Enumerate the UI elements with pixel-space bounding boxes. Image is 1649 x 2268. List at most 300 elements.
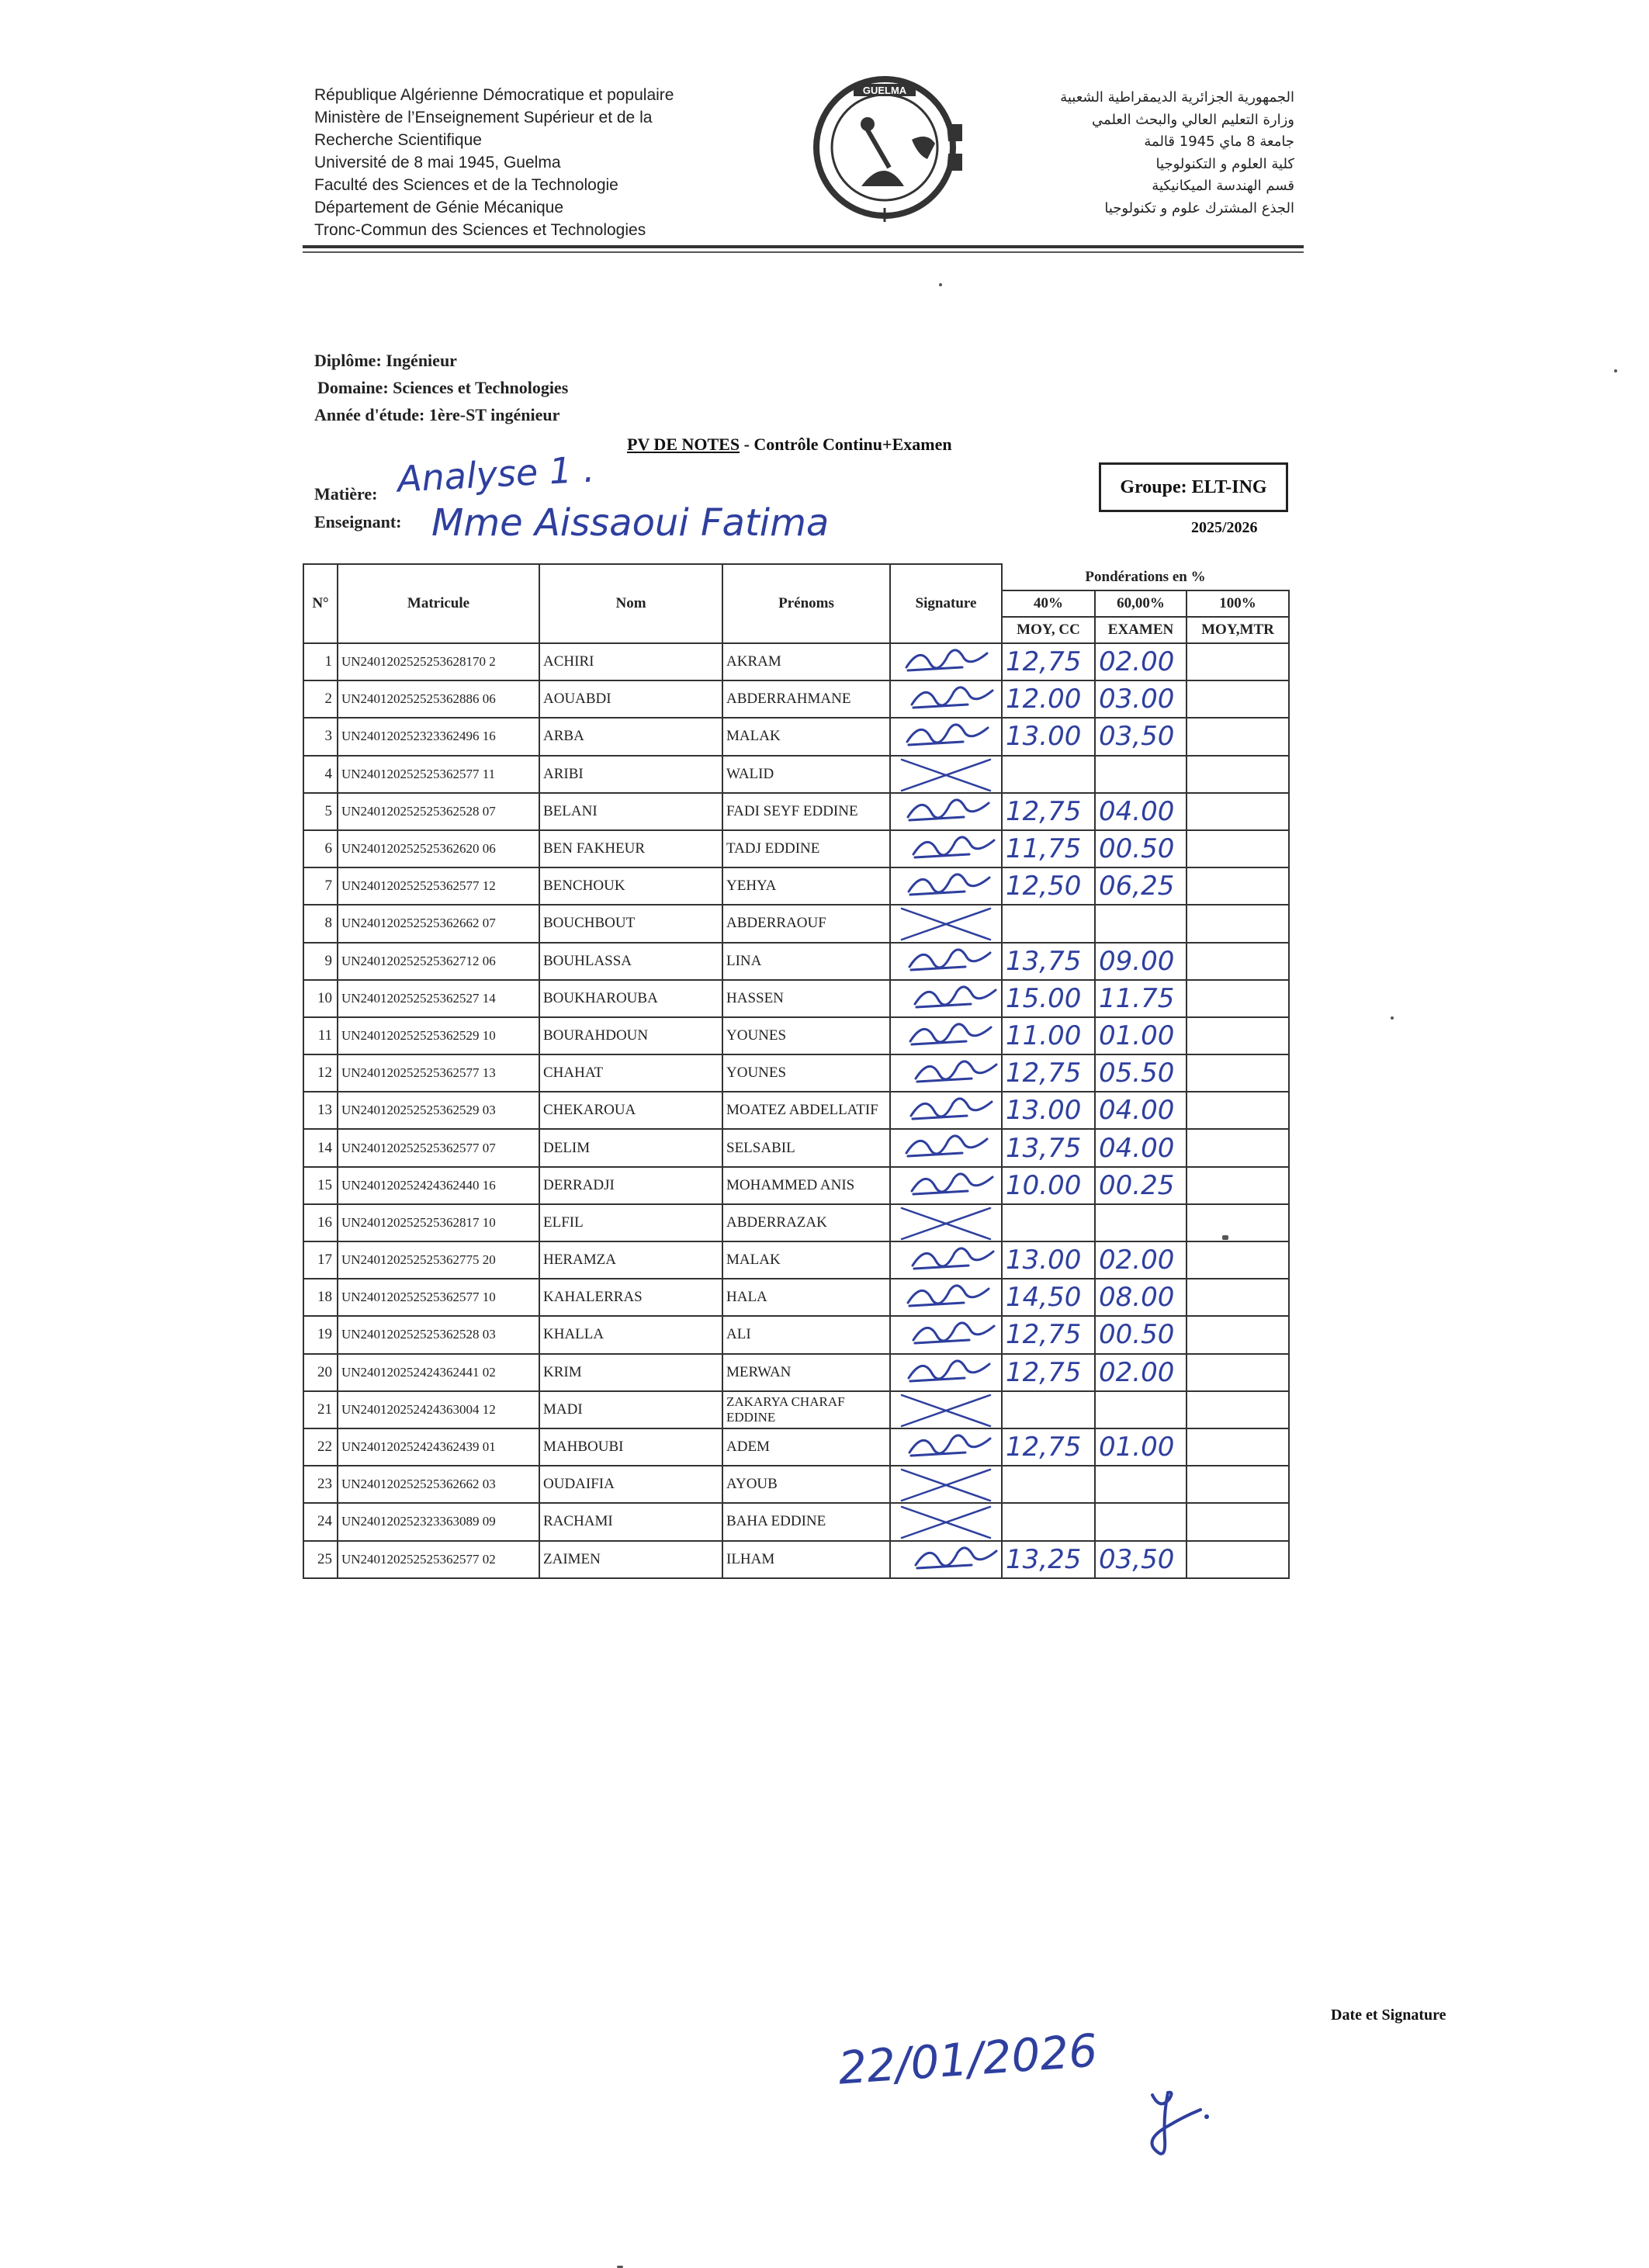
row-signature bbox=[890, 1466, 1002, 1503]
table-row bbox=[303, 793, 1289, 830]
row-signature bbox=[890, 1541, 1002, 1578]
row-signature bbox=[890, 1354, 1002, 1391]
row-prenom: ZAKARYA CHARAF EDDINE bbox=[722, 1391, 890, 1428]
row-matricule: UN2401202525253628170 2 bbox=[338, 643, 539, 680]
row-moy-cc: 12.00 bbox=[1002, 680, 1095, 718]
row-signature bbox=[890, 1241, 1002, 1279]
table-row bbox=[303, 905, 1289, 942]
table-row bbox=[303, 1541, 1289, 1578]
row-moy-mtr bbox=[1187, 1092, 1289, 1129]
row-number: 9 bbox=[303, 943, 338, 980]
row-signature bbox=[890, 830, 1002, 867]
scan-speck bbox=[1222, 1235, 1228, 1240]
row-moy-cc: 13.00 bbox=[1002, 1092, 1095, 1129]
row-matricule: UN240120252525362620 06 bbox=[338, 830, 539, 867]
table-row bbox=[303, 1017, 1289, 1054]
signature-scribble bbox=[891, 1055, 1002, 1092]
row-moy-mtr bbox=[1187, 943, 1289, 980]
signature-scribble bbox=[891, 1279, 1002, 1316]
row-examen: 04.00 bbox=[1095, 793, 1187, 830]
col-header-weight-cc: 40% bbox=[1002, 590, 1095, 617]
row-prenom: ALI bbox=[722, 1316, 890, 1353]
row-examen: 02.00 bbox=[1095, 1354, 1187, 1391]
matiere-label: Matière: bbox=[314, 484, 378, 504]
row-moy-cc: 10.00 bbox=[1002, 1167, 1095, 1204]
row-nom: BELANI bbox=[539, 793, 722, 830]
col-header-signature: Signature bbox=[890, 564, 1002, 643]
col-header-num: N° bbox=[303, 564, 338, 643]
row-signature bbox=[890, 718, 1002, 755]
signature-scribble bbox=[891, 868, 1002, 905]
row-moy-cc: 12,75 bbox=[1002, 1354, 1095, 1391]
signature-scribble bbox=[891, 1542, 1002, 1578]
row-moy-cc: 13,75 bbox=[1002, 943, 1095, 980]
row-examen bbox=[1095, 1204, 1187, 1241]
row-number: 16 bbox=[303, 1204, 338, 1241]
row-matricule: UN240120252525362527 14 bbox=[338, 980, 539, 1017]
row-nom: HERAMZA bbox=[539, 1241, 722, 1279]
table-row bbox=[303, 980, 1289, 1017]
row-prenom: MALAK bbox=[722, 718, 890, 755]
row-moy-mtr bbox=[1187, 867, 1289, 905]
diplome: Diplôme: Ingénieur bbox=[314, 351, 457, 370]
row-matricule: UN240120252525362528 03 bbox=[338, 1316, 539, 1353]
annee-etude: Année d'étude: 1ère-ST ingénieur bbox=[314, 405, 560, 424]
row-signature bbox=[890, 680, 1002, 718]
row-prenom: AYOUB bbox=[722, 1466, 890, 1503]
row-signature bbox=[890, 1391, 1002, 1428]
col-header-weight-total: 100% bbox=[1187, 590, 1289, 617]
row-nom: MADI bbox=[539, 1391, 722, 1428]
row-examen: 04.00 bbox=[1095, 1129, 1187, 1166]
header-rule bbox=[303, 245, 1304, 248]
col-header-moy-mtr: MOY,MTR bbox=[1187, 617, 1289, 643]
row-moy-mtr bbox=[1187, 643, 1289, 680]
row-moy-cc bbox=[1002, 756, 1095, 793]
row-signature bbox=[890, 756, 1002, 793]
row-nom: CHEKAROUA bbox=[539, 1092, 722, 1129]
row-examen: 06,25 bbox=[1095, 867, 1187, 905]
row-signature bbox=[890, 1092, 1002, 1129]
signature-scribble bbox=[891, 794, 1002, 830]
row-prenom: MOHAMMED ANIS bbox=[722, 1167, 890, 1204]
row-examen: 11.75 bbox=[1095, 980, 1187, 1017]
row-examen bbox=[1095, 905, 1187, 942]
signature-scribble bbox=[891, 1018, 1002, 1054]
row-moy-cc bbox=[1002, 1503, 1095, 1540]
table-row bbox=[303, 756, 1289, 793]
row-matricule: UN240120252424362440 16 bbox=[338, 1167, 539, 1204]
row-nom: MAHBOUBI bbox=[539, 1428, 722, 1466]
header-line-ar: جامعة 8 ماي 1945 قالمة bbox=[1144, 133, 1294, 150]
table-row bbox=[303, 1316, 1289, 1353]
signature-scribble bbox=[891, 718, 1002, 755]
pv-title-sub: - Contrôle Continu+Examen bbox=[740, 435, 952, 454]
table-row bbox=[303, 680, 1289, 718]
table-row bbox=[303, 1204, 1289, 1241]
row-number: 17 bbox=[303, 1241, 338, 1279]
row-moy-mtr bbox=[1187, 1316, 1289, 1353]
signature-scribble bbox=[891, 681, 1002, 718]
row-prenom: FADI SEYF EDDINE bbox=[722, 793, 890, 830]
table-row bbox=[303, 1279, 1289, 1316]
row-moy-mtr bbox=[1187, 718, 1289, 755]
row-signature bbox=[890, 1503, 1002, 1540]
row-nom: RACHAMI bbox=[539, 1503, 722, 1540]
row-moy-mtr bbox=[1187, 756, 1289, 793]
row-examen bbox=[1095, 1503, 1187, 1540]
col-header-examen: EXAMEN bbox=[1095, 617, 1187, 643]
row-number: 8 bbox=[303, 905, 338, 942]
row-examen: 05.50 bbox=[1095, 1054, 1187, 1092]
row-matricule: UN240120252525362775 20 bbox=[338, 1241, 539, 1279]
col-header-weight-exam: 60,00% bbox=[1095, 590, 1187, 617]
row-prenom: HASSEN bbox=[722, 980, 890, 1017]
row-signature bbox=[890, 793, 1002, 830]
row-moy-mtr bbox=[1187, 1541, 1289, 1578]
row-moy-mtr bbox=[1187, 1279, 1289, 1316]
signature-scribble bbox=[891, 1130, 1002, 1166]
academic-year: 2025/2026 bbox=[1191, 519, 1258, 536]
row-moy-cc: 14,50 bbox=[1002, 1279, 1095, 1316]
header-line: Département de Génie Mécanique bbox=[314, 199, 564, 216]
row-matricule: UN240120252424362441 02 bbox=[338, 1354, 539, 1391]
pv-title-main: PV DE NOTES bbox=[627, 435, 740, 454]
table-row bbox=[303, 1167, 1289, 1204]
row-number: 21 bbox=[303, 1391, 338, 1428]
header-line-ar: وزارة التعليم العالي والبحث العلمي bbox=[1092, 111, 1294, 128]
row-number: 11 bbox=[303, 1017, 338, 1054]
row-examen: 03.00 bbox=[1095, 680, 1187, 718]
row-matricule: UN240120252525362886 06 bbox=[338, 680, 539, 718]
date-signature-label: Date et Signature bbox=[1331, 2007, 1446, 2024]
row-moy-mtr bbox=[1187, 1204, 1289, 1241]
row-nom: KRIM bbox=[539, 1354, 722, 1391]
row-examen: 00.50 bbox=[1095, 830, 1187, 867]
university-seal-icon bbox=[807, 70, 970, 225]
signature-scribble bbox=[891, 1168, 1002, 1204]
row-moy-mtr bbox=[1187, 793, 1289, 830]
row-nom: KAHALERRAS bbox=[539, 1279, 722, 1316]
row-prenom: BAHA EDDINE bbox=[722, 1503, 890, 1540]
row-number: 7 bbox=[303, 867, 338, 905]
row-moy-cc: 12,75 bbox=[1002, 1428, 1095, 1466]
row-nom: OUDAIFIA bbox=[539, 1466, 722, 1503]
row-examen: 08.00 bbox=[1095, 1279, 1187, 1316]
row-signature bbox=[890, 1054, 1002, 1092]
row-moy-mtr bbox=[1187, 830, 1289, 867]
row-number: 23 bbox=[303, 1466, 338, 1503]
row-examen bbox=[1095, 1466, 1187, 1503]
table-row bbox=[303, 1428, 1289, 1466]
row-prenom: YEHYA bbox=[722, 867, 890, 905]
row-examen: 02.00 bbox=[1095, 1241, 1187, 1279]
row-number: 19 bbox=[303, 1316, 338, 1353]
row-moy-mtr bbox=[1187, 1017, 1289, 1054]
row-examen: 04.00 bbox=[1095, 1092, 1187, 1129]
row-nom: ARIBI bbox=[539, 756, 722, 793]
row-moy-cc: 12,50 bbox=[1002, 867, 1095, 905]
scan-speck bbox=[939, 283, 942, 286]
table-row bbox=[303, 1092, 1289, 1129]
header-line-ar: الجذع المشترك علوم و تكنولوجيا bbox=[1104, 199, 1294, 216]
row-nom: ZAIMEN bbox=[539, 1541, 722, 1578]
row-prenom: LINA bbox=[722, 943, 890, 980]
enseignant-value: Mme Aissaoui Fatima bbox=[431, 501, 830, 545]
table-row bbox=[303, 1466, 1289, 1503]
table-row bbox=[303, 1054, 1289, 1092]
row-matricule: UN240120252525362577 10 bbox=[338, 1279, 539, 1316]
row-moy-mtr bbox=[1187, 1129, 1289, 1166]
header-rule-thin bbox=[303, 251, 1304, 253]
signature-scribble bbox=[891, 831, 1002, 867]
row-examen: 00.50 bbox=[1095, 1316, 1187, 1353]
row-number: 1 bbox=[303, 643, 338, 680]
row-prenom: SELSABIL bbox=[722, 1129, 890, 1166]
signature-scribble bbox=[891, 1429, 1002, 1466]
row-examen bbox=[1095, 756, 1187, 793]
signature-scribble bbox=[891, 981, 1002, 1017]
table-row bbox=[303, 1354, 1289, 1391]
row-examen: 01.00 bbox=[1095, 1428, 1187, 1466]
row-number: 3 bbox=[303, 718, 338, 755]
row-signature bbox=[890, 867, 1002, 905]
row-signature bbox=[890, 1204, 1002, 1241]
row-matricule: UN240120252525362529 03 bbox=[338, 1092, 539, 1129]
row-matricule: UN240120252525362712 06 bbox=[338, 943, 539, 980]
absent-cross-mark bbox=[891, 757, 1002, 793]
row-moy-mtr bbox=[1187, 1391, 1289, 1428]
row-number: 20 bbox=[303, 1354, 338, 1391]
row-signature bbox=[890, 1017, 1002, 1054]
row-matricule: UN240120252525362817 10 bbox=[338, 1204, 539, 1241]
row-number: 25 bbox=[303, 1541, 338, 1578]
row-matricule: UN240120252424362439 01 bbox=[338, 1428, 539, 1466]
scan-speck bbox=[1614, 369, 1617, 372]
col-header-nom: Nom bbox=[539, 564, 722, 643]
row-moy-cc bbox=[1002, 1391, 1095, 1428]
row-number: 24 bbox=[303, 1503, 338, 1540]
row-matricule: UN240120252323362496 16 bbox=[338, 718, 539, 755]
row-examen: 09.00 bbox=[1095, 943, 1187, 980]
row-moy-cc bbox=[1002, 1466, 1095, 1503]
row-examen bbox=[1095, 1391, 1187, 1428]
table-row bbox=[303, 643, 1289, 680]
header-arabic-block bbox=[1040, 87, 1294, 220]
row-number: 5 bbox=[303, 793, 338, 830]
row-moy-cc: 15.00 bbox=[1002, 980, 1095, 1017]
group-box: Groupe: ELT-ING bbox=[1099, 462, 1288, 512]
col-header-matricule: Matricule bbox=[338, 564, 539, 643]
row-moy-mtr bbox=[1187, 1354, 1289, 1391]
row-matricule: UN240120252525362529 10 bbox=[338, 1017, 539, 1054]
absent-cross-mark bbox=[891, 905, 1002, 942]
row-moy-cc: 12,75 bbox=[1002, 793, 1095, 830]
grades-table-body bbox=[303, 643, 1289, 1578]
row-matricule: UN240120252525362662 03 bbox=[338, 1466, 539, 1503]
row-prenom: ABDERRAHMANE bbox=[722, 680, 890, 718]
logo-text: GUELMA bbox=[862, 85, 907, 96]
col-header-ponderations: Pondérations en % bbox=[1002, 564, 1289, 590]
row-nom: DERRADJI bbox=[539, 1167, 722, 1204]
row-number: 13 bbox=[303, 1092, 338, 1129]
row-moy-mtr bbox=[1187, 905, 1289, 942]
row-prenom: TADJ EDDINE bbox=[722, 830, 890, 867]
row-prenom: AKRAM bbox=[722, 643, 890, 680]
matiere-value: Analyse 1 . bbox=[396, 448, 596, 500]
row-signature bbox=[890, 1129, 1002, 1166]
row-nom: BENCHOUK bbox=[539, 867, 722, 905]
row-prenom: ABDERRAZAK bbox=[722, 1204, 890, 1241]
grades-table bbox=[303, 563, 1290, 1579]
row-moy-cc: 11.00 bbox=[1002, 1017, 1095, 1054]
row-nom: BOURAHDOUN bbox=[539, 1017, 722, 1054]
row-matricule: UN240120252525362577 02 bbox=[338, 1541, 539, 1578]
row-matricule: UN240120252525362577 07 bbox=[338, 1129, 539, 1166]
header-line: Tronc-Commun des Sciences et Technologies bbox=[314, 221, 646, 239]
header-line-ar: كلية العلوم و التكنولوجيا bbox=[1155, 155, 1294, 172]
col-header-moy-cc: MOY, CC bbox=[1002, 617, 1095, 643]
table-row bbox=[303, 1391, 1289, 1428]
row-matricule: UN240120252525362577 13 bbox=[338, 1054, 539, 1092]
row-moy-mtr bbox=[1187, 1241, 1289, 1279]
row-signature bbox=[890, 1279, 1002, 1316]
signature-scribble bbox=[891, 644, 1002, 680]
row-matricule: UN240120252424363004 12 bbox=[338, 1391, 539, 1428]
row-number: 4 bbox=[303, 756, 338, 793]
absent-cross-mark bbox=[891, 1392, 1002, 1428]
signature-scribble bbox=[891, 1317, 1002, 1353]
header-line: Ministère de l’Enseignement Supérieur et de la bbox=[314, 109, 653, 126]
row-prenom: ADEM bbox=[722, 1428, 890, 1466]
row-nom: ELFIL bbox=[539, 1204, 722, 1241]
absent-cross-mark bbox=[891, 1504, 1002, 1540]
row-signature bbox=[890, 1428, 1002, 1466]
table-row bbox=[303, 718, 1289, 755]
row-moy-cc: 12,75 bbox=[1002, 643, 1095, 680]
row-moy-cc: 11,75 bbox=[1002, 830, 1095, 867]
row-number: 14 bbox=[303, 1129, 338, 1166]
row-prenom: ABDERRAOUF bbox=[722, 905, 890, 942]
row-moy-cc: 13,75 bbox=[1002, 1129, 1095, 1166]
header-line: République Algérienne Démocratique et populaire bbox=[314, 86, 674, 104]
row-prenom: ILHAM bbox=[722, 1541, 890, 1578]
row-moy-mtr bbox=[1187, 1503, 1289, 1540]
row-prenom: WALID bbox=[722, 756, 890, 793]
row-matricule: UN240120252525362662 07 bbox=[338, 905, 539, 942]
row-nom: DELIM bbox=[539, 1129, 722, 1166]
domaine: Domaine: Sciences et Technologies bbox=[317, 378, 569, 397]
row-examen: 03,50 bbox=[1095, 1541, 1187, 1578]
scan-speck bbox=[1391, 1016, 1394, 1020]
teacher-signature bbox=[1129, 2072, 1238, 2165]
row-moy-mtr bbox=[1187, 680, 1289, 718]
row-moy-mtr bbox=[1187, 1054, 1289, 1092]
row-prenom: YOUNES bbox=[722, 1017, 890, 1054]
table-row bbox=[303, 867, 1289, 905]
row-matricule: UN240120252323363089 09 bbox=[338, 1503, 539, 1540]
row-moy-cc: 13.00 bbox=[1002, 718, 1095, 755]
row-nom: AOUABDI bbox=[539, 680, 722, 718]
row-signature bbox=[890, 1316, 1002, 1353]
header-line: Université de 8 mai 1945, Guelma bbox=[314, 154, 561, 171]
row-number: 22 bbox=[303, 1428, 338, 1466]
row-prenom: HALA bbox=[722, 1279, 890, 1316]
absent-cross-mark bbox=[891, 1466, 1002, 1503]
row-number: 2 bbox=[303, 680, 338, 718]
row-moy-cc bbox=[1002, 1204, 1095, 1241]
row-examen: 00.25 bbox=[1095, 1167, 1187, 1204]
row-nom: ACHIRI bbox=[539, 643, 722, 680]
signature-scribble bbox=[891, 1092, 1002, 1129]
row-signature bbox=[890, 980, 1002, 1017]
row-number: 18 bbox=[303, 1279, 338, 1316]
row-examen: 02.00 bbox=[1095, 643, 1187, 680]
row-nom: CHAHAT bbox=[539, 1054, 722, 1092]
signature-scribble bbox=[891, 1355, 1002, 1391]
row-moy-cc: 13.00 bbox=[1002, 1241, 1095, 1279]
row-moy-cc: 12,75 bbox=[1002, 1316, 1095, 1353]
row-moy-mtr bbox=[1187, 1167, 1289, 1204]
header-line-ar: الجمهورية الجزائرية الديمقراطية الشعبية bbox=[1060, 89, 1294, 106]
row-nom: ARBA bbox=[539, 718, 722, 755]
row-number: 15 bbox=[303, 1167, 338, 1204]
table-row bbox=[303, 943, 1289, 980]
row-number: 6 bbox=[303, 830, 338, 867]
table-row bbox=[303, 1503, 1289, 1540]
row-signature bbox=[890, 643, 1002, 680]
row-moy-cc bbox=[1002, 905, 1095, 942]
header-line: Faculté des Sciences et de la Technologie bbox=[314, 176, 618, 194]
row-signature bbox=[890, 1167, 1002, 1204]
signature-scribble bbox=[891, 944, 1002, 980]
row-matricule: UN240120252525362577 11 bbox=[338, 756, 539, 793]
row-number: 12 bbox=[303, 1054, 338, 1092]
table-row bbox=[303, 1241, 1289, 1279]
signature-scribble bbox=[891, 1242, 1002, 1279]
row-examen: 01.00 bbox=[1095, 1017, 1187, 1054]
row-nom: BOUCHBOUT bbox=[539, 905, 722, 942]
row-nom: BOUKHAROUBA bbox=[539, 980, 722, 1017]
row-moy-cc: 12,75 bbox=[1002, 1054, 1095, 1092]
row-prenom: MOATEZ ABDELLATIF bbox=[722, 1092, 890, 1129]
row-examen: 03,50 bbox=[1095, 718, 1187, 755]
row-moy-mtr bbox=[1187, 1428, 1289, 1466]
row-nom: BEN FAKHEUR bbox=[539, 830, 722, 867]
table-row bbox=[303, 1129, 1289, 1166]
row-signature bbox=[890, 905, 1002, 942]
row-prenom: MERWAN bbox=[722, 1354, 890, 1391]
row-prenom: YOUNES bbox=[722, 1054, 890, 1092]
header-line-ar: قسم الهندسة الميكانيكية bbox=[1152, 178, 1294, 194]
row-matricule: UN240120252525362528 07 bbox=[338, 793, 539, 830]
row-matricule: UN240120252525362577 12 bbox=[338, 867, 539, 905]
row-signature bbox=[890, 943, 1002, 980]
pv-title bbox=[627, 435, 952, 455]
row-prenom: MALAK bbox=[722, 1241, 890, 1279]
row-nom: KHALLA bbox=[539, 1316, 722, 1353]
header-line: Recherche Scientifique bbox=[314, 131, 482, 149]
col-header-prenoms: Prénoms bbox=[722, 564, 890, 643]
header-french-block bbox=[314, 84, 749, 241]
absent-cross-mark bbox=[891, 1205, 1002, 1241]
row-moy-mtr bbox=[1187, 1466, 1289, 1503]
table-row bbox=[303, 830, 1289, 867]
row-moy-cc: 13,25 bbox=[1002, 1541, 1095, 1578]
row-number: 10 bbox=[303, 980, 338, 1017]
row-moy-mtr bbox=[1187, 980, 1289, 1017]
row-nom: BOUHLASSA bbox=[539, 943, 722, 980]
